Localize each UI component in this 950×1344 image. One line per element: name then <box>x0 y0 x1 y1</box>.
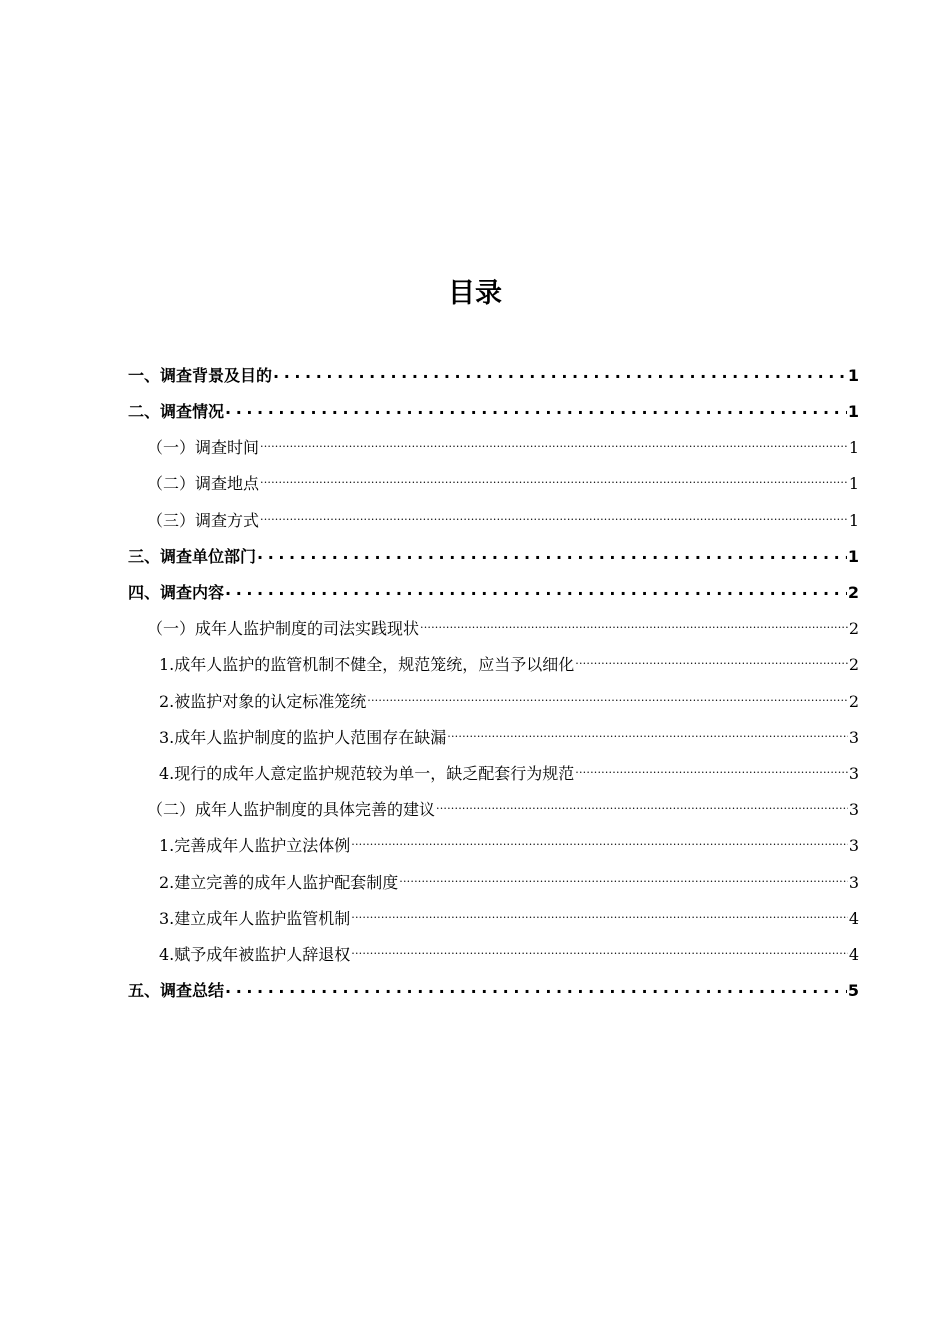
toc-entry-page-number: 1 <box>848 438 859 457</box>
dot-leader <box>257 540 847 568</box>
dot-leader <box>260 467 848 495</box>
toc-entry-section-1[interactable] <box>128 359 859 390</box>
toc-entry-label: 五、调查总结 <box>128 981 225 1000</box>
toc-entry-page-number: 3 <box>848 836 859 855</box>
toc-entry-item[interactable] <box>159 648 859 679</box>
toc-entry-label: 2.建立完善的成年人监护配套制度 <box>159 873 399 892</box>
toc-entry-page-number: 3 <box>848 800 859 819</box>
toc-entry-section-5[interactable] <box>128 974 859 1005</box>
toc-entry-label: 4.赋予成年被监护人辞退权 <box>159 945 351 964</box>
toc-entry-label: （一）成年人监护制度的司法实践现状 <box>147 619 420 638</box>
toc-entry-label: （二）成年人监护制度的具体完善的建议 <box>147 800 436 819</box>
toc-entry-label: 1.成年人监护的监管机制不健全，规范笼统，应当予以细化 <box>159 655 575 674</box>
dot-leader <box>436 793 848 821</box>
toc-entry-page-number: 3 <box>848 728 859 747</box>
toc-entry-label: 四、调查内容 <box>128 583 225 602</box>
dot-leader <box>351 829 848 857</box>
toc-entry-label: 1.完善成年人监护立法体例 <box>159 836 351 855</box>
toc-entry-item[interactable] <box>159 757 859 788</box>
toc-entry-item[interactable] <box>159 829 859 860</box>
toc-entry-subsection[interactable] <box>147 504 859 535</box>
dot-leader <box>447 721 848 749</box>
toc-entry-section-2[interactable] <box>128 395 859 426</box>
toc-entry-page-number: 3 <box>848 764 859 783</box>
toc-entry-page-number: 1 <box>848 511 859 530</box>
toc-entry-section-4[interactable] <box>128 576 859 607</box>
toc-entry-label: 二、调查情况 <box>128 402 225 421</box>
dot-leader <box>575 757 848 785</box>
toc-entry-label: 3.成年人监护制度的监护人范围存在缺漏 <box>159 728 447 747</box>
toc-entry-page-number: 2 <box>848 692 859 711</box>
toc-entry-item[interactable] <box>159 938 859 969</box>
toc-entry-item[interactable] <box>159 721 859 752</box>
toc-entry-page-number: 2 <box>848 619 859 638</box>
toc-entry-page-number: 4 <box>848 909 859 928</box>
toc-entry-page-number: 1 <box>847 547 859 566</box>
toc-title: 目录 <box>448 278 502 309</box>
toc-entry-item[interactable] <box>159 902 859 933</box>
dot-leader <box>351 902 848 930</box>
toc-entry-label: （三）调查方式 <box>147 511 260 530</box>
dot-leader <box>399 866 848 894</box>
toc-entry-subsection[interactable] <box>147 467 859 498</box>
toc-entry-page-number: 4 <box>848 945 859 964</box>
dot-leader <box>367 685 848 713</box>
toc-entry-subsection[interactable] <box>147 431 859 462</box>
toc-entry-page-number: 2 <box>847 583 859 602</box>
dot-leader <box>351 938 848 966</box>
toc-entry-subsection[interactable] <box>147 793 859 824</box>
toc-entry-page-number: 2 <box>848 655 859 674</box>
toc-entry-item[interactable] <box>159 866 859 897</box>
dot-leader <box>225 576 847 604</box>
toc-entry-label: （二）调查地点 <box>147 474 260 493</box>
toc-entry-label: 4.现行的成年人意定监护规范较为单一，缺乏配套行为规范 <box>159 764 575 783</box>
toc-entry-page-number: 1 <box>847 366 859 385</box>
toc-entry-label: 三、调查单位部门 <box>128 547 257 566</box>
toc-entry-label: 一、调查背景及目的 <box>128 366 273 385</box>
toc-entry-subsection[interactable] <box>147 612 859 643</box>
dot-leader <box>225 395 847 423</box>
toc-entry-label: 2.被监护对象的认定标准笼统 <box>159 692 367 711</box>
toc-entry-page-number: 1 <box>848 474 859 493</box>
dot-leader <box>260 431 848 459</box>
toc-entry-section-3[interactable] <box>128 540 859 571</box>
dot-leader <box>420 612 848 640</box>
dot-leader <box>260 504 848 532</box>
toc-entry-page-number: 1 <box>847 402 859 421</box>
dot-leader <box>225 974 847 1002</box>
dot-leader <box>273 359 847 387</box>
toc-entry-label: （一）调查时间 <box>147 438 260 457</box>
toc-entry-page-number: 5 <box>847 981 859 1000</box>
dot-leader <box>575 648 848 676</box>
toc-entry-page-number: 3 <box>848 873 859 892</box>
toc-entry-label: 3.建立成年人监护监管机制 <box>159 909 351 928</box>
toc-entry-item[interactable] <box>159 685 859 716</box>
